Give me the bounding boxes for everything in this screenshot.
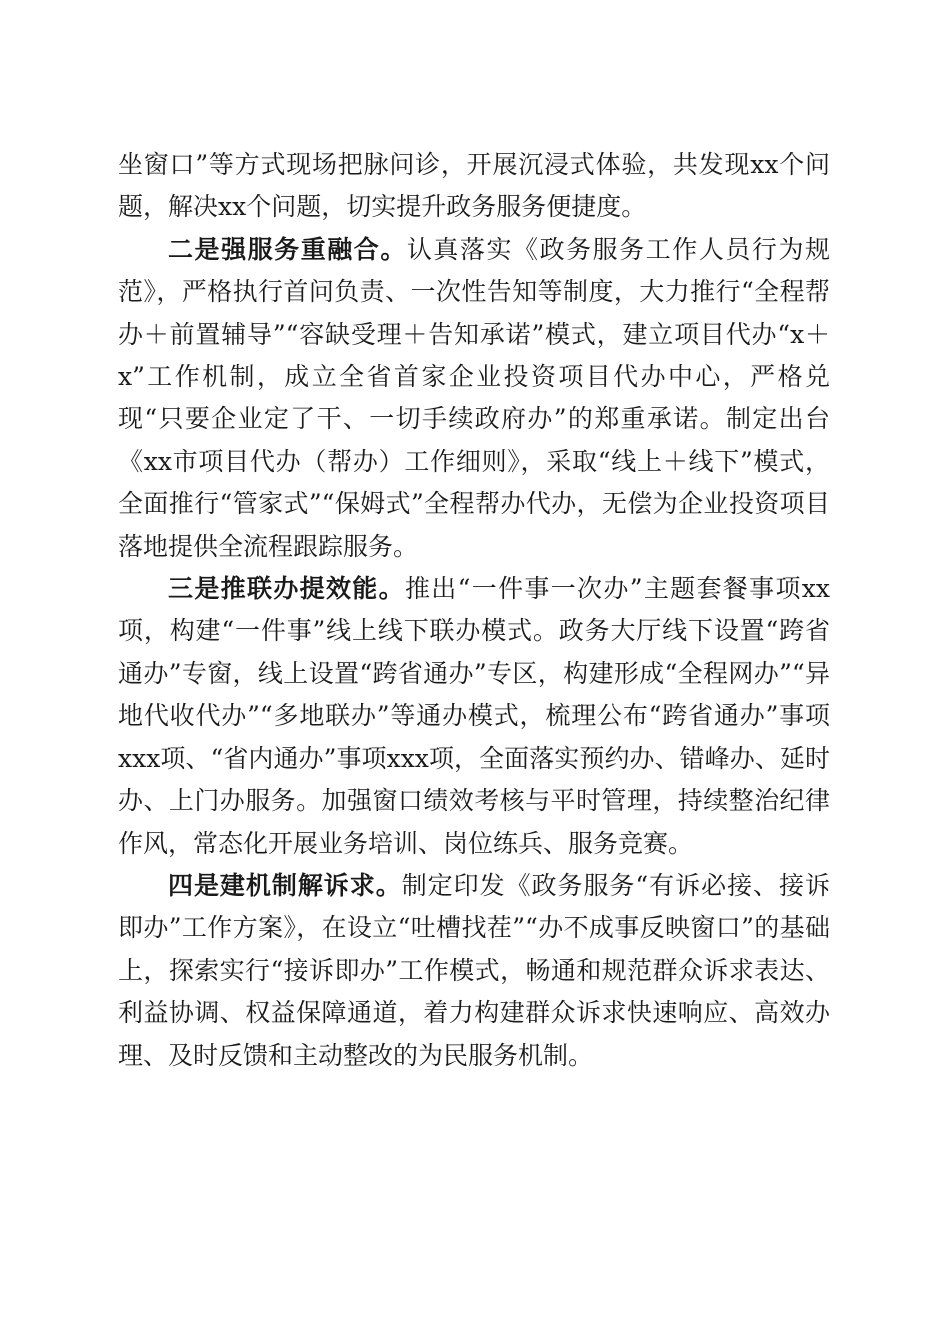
paragraph-continuation bbox=[118, 144, 830, 229]
paragraph-body: 制定印发《政务服务“有诉必接、接诉即办”工作方案》，在设立“吐槽找茬”“办不成事反映窗口”的基础上，探索实行“接诉即办”工作模式，畅通和规范群众诉求表达、利益协调、权益保障通道，着力构建群众诉求快速响应、高效办理、及时反馈和主动整改的为民服务机制。 bbox=[118, 870, 830, 1070]
paragraph-joint-handling bbox=[118, 568, 830, 865]
paragraph-body: 坐窗口”等方式现场把脉问诊，开展沉浸式体验，共发现xx个问题，解决xx个问题，切实提升政务服务便捷度。 bbox=[118, 150, 830, 222]
document-page bbox=[118, 144, 830, 1077]
paragraph-lead: 三是推联办提效能。 bbox=[168, 574, 405, 604]
paragraph-lead: 四是建机制解诉求。 bbox=[168, 870, 402, 900]
paragraph-complaint-mechanism bbox=[118, 865, 830, 1077]
paragraph-service-integration bbox=[118, 229, 830, 568]
paragraph-body: 推出“一件事一次办”主题套餐事项xx项，构建“一件事”线上线下联办模式。政务大厅线下设置“跨省通办”专窗，线上设置“跨省通办”专区，构建形成“全程网办”“异地代收代办”“多地联办”等通办模式，梳理公布“跨省通办”事项xxx项、“省内通办”事项xxx项，全面落实预约办、错峰办、延时办、上门办服务。加强窗口绩效考核与平时管理，持续整治纪律作风，常态化开展业务培训、岗位练兵、服务竞赛。 bbox=[118, 574, 830, 858]
paragraph-lead: 二是强服务重融合。 bbox=[168, 234, 407, 264]
paragraph-body: 认真落实《政务服务工作人员行为规范》，严格执行首问负责、一次性告知等制度，大力推行“全程帮办＋前置辅导”“容缺受理＋告知承诺”模式，建立项目代办“x＋x”工作机制，成立全省首家企业投资项目代办中心，严格兑现“只要企业定了干、一切手续政府办”的郑重承诺。制定出台《xx市项目代办（帮办）工作细则》，采取“线上＋线下”模式，全面推行“管家式”“保姆式”全程帮办代办，无偿为企业投资项目落地提供全流程跟踪服务。 bbox=[118, 234, 830, 561]
